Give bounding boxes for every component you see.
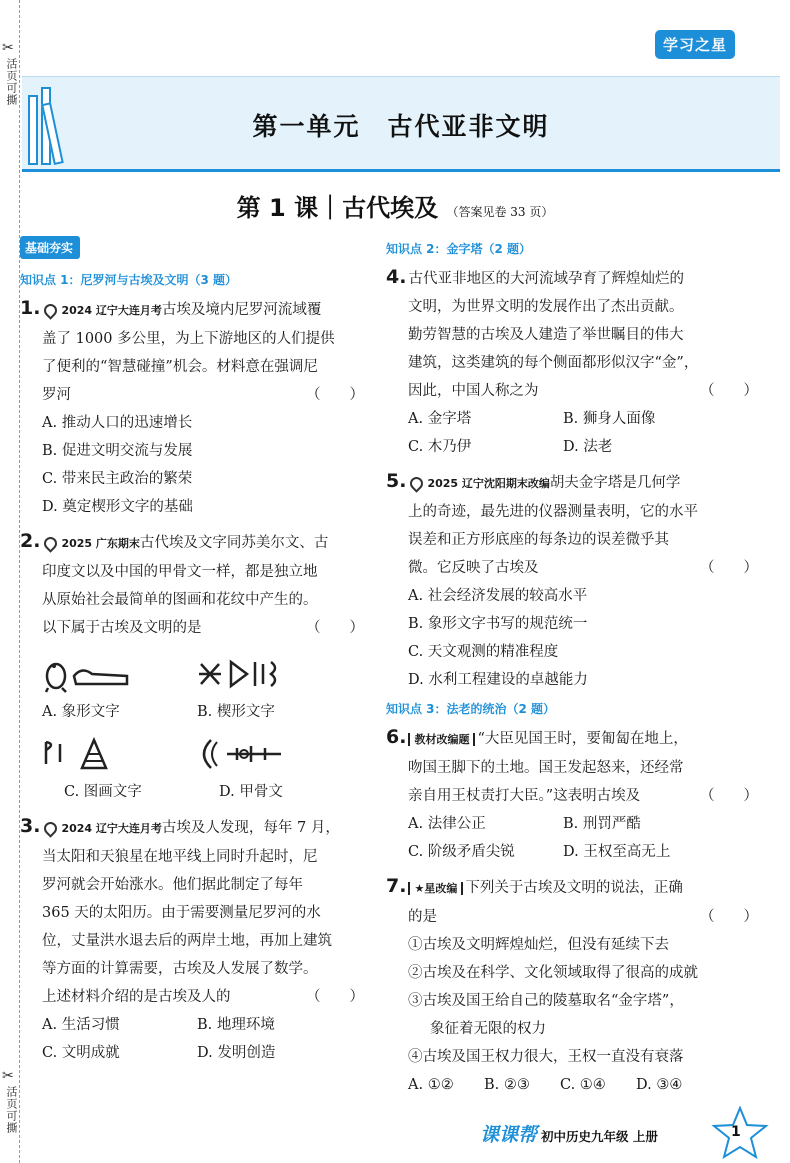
answer-paren: （ ） xyxy=(700,788,758,804)
question-source-tag: 2025 辽宁沈阳期末改编 xyxy=(427,477,550,490)
location-pin-icon xyxy=(42,301,60,319)
question-source-tag: 2025 广东期末 xyxy=(61,537,140,550)
left-column xyxy=(20,236,372,1073)
option-d: D. 发明创造 xyxy=(197,1045,276,1061)
option-b: B. ②③ xyxy=(484,1077,530,1093)
option-a: A. 社会经济发展的较高水平 xyxy=(408,588,588,604)
question-source-tag: ★星改编 xyxy=(408,882,463,895)
option-c: C. 带来民主政治的繁荣 xyxy=(42,471,193,487)
question-number: 3. xyxy=(20,815,41,837)
answer-paren: （ ） xyxy=(700,383,758,399)
statement-2: ②古埃及在科学、文化领域取得了很高的成就 xyxy=(408,965,698,981)
unit-banner xyxy=(22,76,780,172)
option-c: C. 阶级矛盾尖锐 xyxy=(408,844,515,860)
answer-paren: （ ） xyxy=(306,387,364,403)
option-a: A. 金字塔 xyxy=(408,411,472,427)
answer-paren: （ ） xyxy=(306,620,364,636)
statement-3: ③古埃及国王给自己的陵墓取名“金字塔”， xyxy=(408,993,684,1009)
question-source-tag: 2024 辽宁大连月考 xyxy=(61,822,162,835)
lesson-name: 第 1 课｜古代埃及 xyxy=(236,194,439,222)
option-a: A. 生活习惯 xyxy=(42,1017,120,1033)
option-a: A. 推动人口的迅速增长 xyxy=(42,415,193,431)
location-pin-icon xyxy=(408,474,426,492)
option-c: C. 天文观测的精准程度 xyxy=(408,644,559,660)
tear-strip xyxy=(0,0,20,1163)
option-a: A. 象形文字 xyxy=(42,704,120,720)
question-number: 6. xyxy=(386,726,407,748)
hieroglyph-image xyxy=(42,650,197,698)
footer xyxy=(480,1120,658,1147)
option-b: B. 刑罚严酷 xyxy=(563,816,641,832)
option-b: B. 象形文字书写的规范统一 xyxy=(408,616,588,632)
oracle-bone-image xyxy=(197,730,352,778)
question-source-tag: 2024 辽宁大连月考 xyxy=(61,304,162,317)
option-c: C. 文明成就 xyxy=(42,1045,120,1061)
tear-label-bottom: 活页可撕 xyxy=(5,1086,18,1134)
location-pin-icon xyxy=(42,534,60,552)
answer-paren: （ ） xyxy=(700,560,758,576)
question-5: 5. 2025 辽宁沈阳期末改编胡夫金字塔是几何学 上的奇迹，最先进的仪器测量表明，它的水平 误差和正方形底座的每条边的误差微乎其 微。它反映了古埃及 （ ） A. 社会经济发展的较高水平 B. 象形文字书写的规范统一 C. 天文观测的精准程度 D. 水利工程建设的卓越能力 xyxy=(386,467,766,694)
question-number: 1. xyxy=(20,297,41,319)
question-number: 2. xyxy=(20,530,41,552)
option-d: D. 法老 xyxy=(563,439,613,455)
question-1: 1. 2024 辽宁大连月考古埃及境内尼罗河流域覆 盖了 1000 多公里，为上下游地区的人们提供 了便利的“智慧碰撞”机会。材料意在强调尼 罗河 （ ） A. 推动人口的迅速增长 B. 促进文明交流与发展 C. 带来民主政治的繁荣 D. 奠定楔形文字的基础 xyxy=(20,294,372,521)
question-7: 7. ★星改编 下列关于古埃及文明的说法，正确 的是 （ ） ①古埃及文明辉煌灿烂，但没有延续下去 ②古埃及在科学、文化领域取得了很高的成就 ③古埃及国王给自己的陵墓取名“金字塔”， 象征着无限的权力 ④古埃及国王权力很大，王权一直没有衰落 A. ①② B. ②③ C. ①④ D. ③④ xyxy=(386,872,766,1099)
option-c: C. 木乃伊 xyxy=(408,439,472,455)
option-c: C. 图画文字 xyxy=(64,784,142,800)
tear-label-top: 活页可撕 xyxy=(5,58,18,106)
scissors-icon: ✂ xyxy=(2,1068,14,1084)
statement-4: ④古埃及国王权力很大，王权一直没有衰落 xyxy=(408,1049,684,1065)
option-b: B. 楔形文字 xyxy=(197,704,275,720)
location-pin-icon xyxy=(42,819,60,837)
footer-book-title: 初中历史九年级 上册 xyxy=(541,1129,658,1144)
section-badge: 基础夯实 xyxy=(20,236,80,259)
option-a: A. 法律公正 xyxy=(408,816,486,832)
option-d: D. 王权至高无上 xyxy=(563,844,671,860)
statement-1: ①古埃及文明辉煌灿烂，但没有延续下去 xyxy=(408,937,669,953)
option-b: B. 地理环境 xyxy=(197,1017,275,1033)
knowledge-point-2: 知识点 2：金字塔（2 题） xyxy=(386,242,532,256)
right-column xyxy=(386,236,766,1105)
unit-title: 第一单元 古代亚非文明 xyxy=(252,112,550,141)
question-6: 6. 教材改编题 “大臣见国王时，要匍匐在地上， 吻国王脚下的土地。国王发起怒来，还经常 亲自用王杖责打大臣。”这表明古埃及 （ ） A. 法律公正 B. 刑罚严酷 C. 阶级矛盾尖锐 D. 王权至高无上 xyxy=(386,723,766,866)
option-d: D. 甲骨文 xyxy=(219,784,283,800)
statement-3-cont: 象征着无限的权力 xyxy=(430,1021,546,1037)
option-d: D. ③④ xyxy=(636,1077,683,1093)
question-source-tag: 教材改编题 xyxy=(408,733,475,746)
question-4: 4. 古代亚非地区的大河流域孕育了辉煌灿烂的 文明，为世界文明的发展作出了杰出贡献。 勤劳智慧的古埃及人建造了举世瞩目的伟大 建筑，这类建筑的每个侧面都形似汉字“金”， 因此，中国人称之为 （ ） A. 金字塔 B. 狮身人面像 C. 木乃伊 D. 法老 xyxy=(386,263,766,461)
lesson-title xyxy=(0,188,790,223)
knowledge-point-3: 知识点 3：法老的统治（2 题） xyxy=(386,702,556,716)
option-c: C. ①④ xyxy=(560,1077,606,1093)
question-number: 7. xyxy=(386,875,407,897)
pictograph-image xyxy=(42,730,197,778)
option-d: D. 奠定楔形文字的基础 xyxy=(42,499,193,515)
question-number: 4. xyxy=(386,266,407,288)
answer-paren: （ ） xyxy=(700,909,758,925)
cuneiform-image xyxy=(197,650,352,698)
option-b: B. 狮身人面像 xyxy=(563,411,656,427)
footer-brand: 课课帮 xyxy=(480,1124,538,1146)
question-3: 3. 2024 辽宁大连月考古埃及人发现，每年 7 月， 当太阳和天狼星在地平线上同时升起时，尼 罗河就会开始涨水。他们据此制定了每年 365 天的太阳历。由于需要测量尼罗河的水 位，丈量洪水退去后的两岸土地，再加上建筑 等方面的计算需要，古埃及人发展了数学。 上述材料介绍的是古埃及人的 （ ） A. 生活习惯 B. 地理环境 C. 文明成就 D. 发明创造 xyxy=(20,812,372,1067)
question-number: 5. xyxy=(386,470,407,492)
answer-paren: （ ） xyxy=(306,989,364,1005)
option-a: A. ①② xyxy=(408,1077,454,1093)
question-2: 2. 2025 广东期末古代埃及文字同苏美尔文、古 印度文以及中国的甲骨文一样，都是独立地 从原始社会最简单的图画和花纹中产生的。 以下属于古埃及文明的是 （ ） A. 象形文字 B. 楔形文字 C. 图画文字 D. 甲骨文 xyxy=(20,527,372,806)
option-b: B. 促进文明交流与发展 xyxy=(42,443,193,459)
option-d: D. 水利工程建设的卓越能力 xyxy=(408,672,588,688)
answer-reference: （答案见卷 33 页） xyxy=(446,205,554,219)
page-number: 1 xyxy=(731,1124,741,1140)
brand-logo: 学习之星 xyxy=(655,30,735,59)
scissors-icon: ✂ xyxy=(2,40,14,56)
knowledge-point-1: 知识点 1：尼罗河与古埃及文明（3 题） xyxy=(20,273,238,287)
